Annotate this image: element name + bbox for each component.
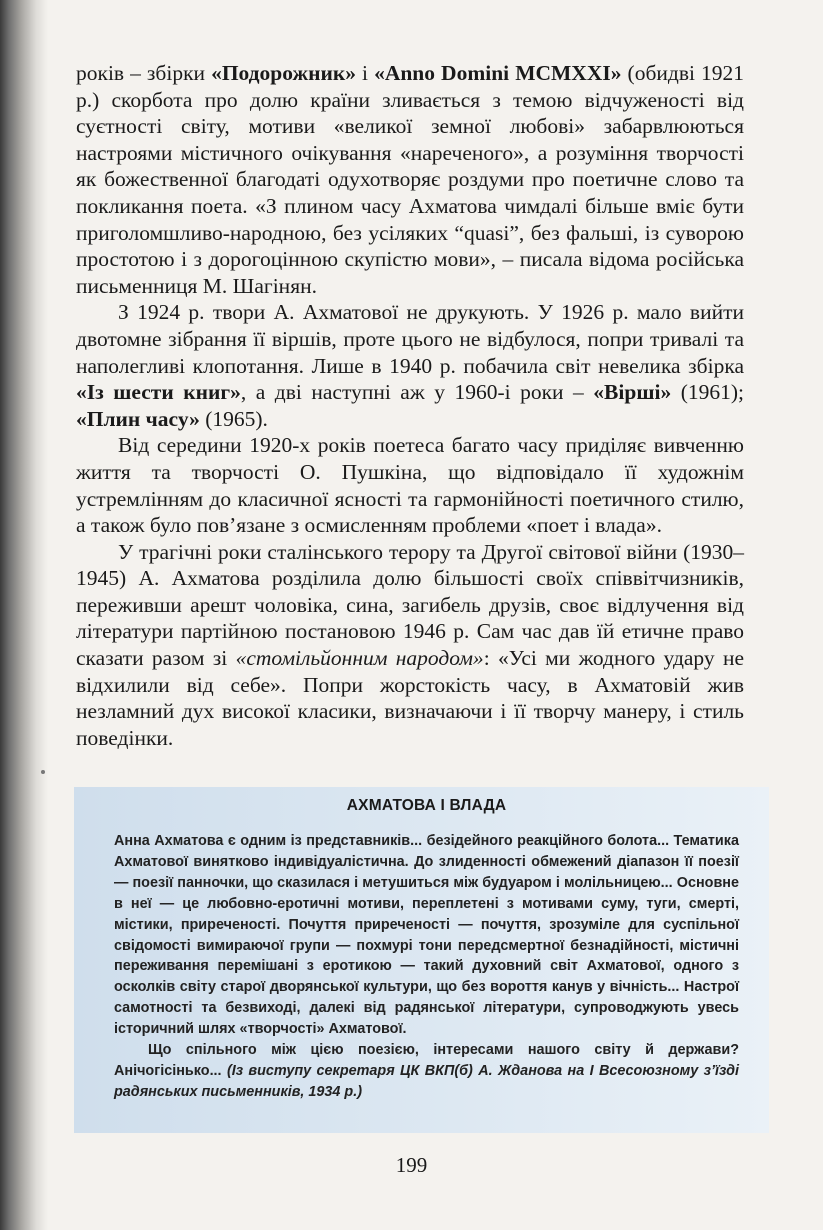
binding-shadow [0, 0, 48, 1230]
collection-title-virshi: «Вірші» [593, 380, 672, 405]
collection-title-anno-domini: «Anno Domini MCMXXI» [374, 61, 622, 85]
sidebar-paragraph-1: Анна Ахматова є одним із представників... безідейного реакційного болота... Тематика Ахматової винятково індивідуалістична. До злиденності обмежений діапазон її поезії — поезії панночки, що сказилася і метушиться між будуаром і молільницею... Основне в неї — це любовно-еротичні мотиви, переплетені з мотивами суму, туги, смерті, містики, приреченості. Почуття приреченості — почуття, зрозуміле для суспільної свідомості вимираючої групи — похмурі тони передсмертної безнадійності, містичні переживання перемішані з еротикою — такий духовний світ Ахматової, одного з осколків світу старої дворянської культури, що без вороття канув у вічність... Настрої самотності та безвиході, далекі від радянської літератури, супроводжують увесь історичний шлях «творчості» Ахматової. [114, 833, 739, 1038]
paragraph-4: У трагічні роки сталінського терору та Другої світової війни (1930–1945) А. Ахматова розділила долю більшості своїх співвітчизників, переживши арешт чоловіка, сина, загибель друзів, своє відлучення від літератури партійною постановою 1946 р. Сам час дав їй етичне право сказати разом зі «стомільйонним народом»: «Усі ми жодного удару не відхилили від себе». Попри жорстокість часу, в Ахматовій жив незламний дух високої класики, визначаючи і її творчу манеру, і стиль поведінки. [76, 539, 744, 750]
sidebar-source: (Із виступу секретаря ЦК ВКП(б) А. Жданова на І Всесоюзному з’їзді радянських письменників, 1934 р.) [114, 1062, 740, 1100]
quote-italic: «стомільйонним народом» [235, 646, 484, 671]
page-number: 199 [395, 1153, 428, 1177]
sidebar-box [74, 787, 769, 1133]
scan-speck [41, 770, 45, 774]
collection-title-plyn-chasu: «Плин часу» [76, 406, 200, 431]
paragraph-2: З 1924 р. твори А. Ахматової не друкують. У 1926 р. мало вийти двотомне зібрання її віршів, проте цього не відбулося, попри тривалі та наполегливі клопотання. Лише в 1940 р. побачила світ невелика збірка «Із шести книг», а дві наступні аж у 1960-і роки – «Вірші» (1961); «Плин часу» (1965). [76, 300, 744, 431]
collection-title-podorozhnyk: «Подорожник» [211, 61, 356, 85]
collection-title-iz-shesty-knyh: «Із шести книг» [76, 380, 241, 405]
paragraph-1: років – збірки «Подорожник» і «Anno Domini MCMXXI» (обидві 1921 р.) скорбота про долю країни зливається з темою відчуженості від суєтності світу, мотиви «великої земної любові» забарвлюються настроями містичного очікування «нареченого», а розуміння творчості як божественної благодаті одухотворяє роздуми про поетичне слово та покликання поета. «З плином часу Ахматова чимдалі більше вміє бути приголомшливо-народною, без усіляких “quasi”, без фальші, із суворою простотою і з дорогоцінною скупістю мови», – писала відома російська письменниця М. Шагінян. [76, 61, 744, 298]
sidebar-paragraph-2: Що спільного між цією поезією, інтересами нашого світу й держави? Анічогісінько... (Із виступу секретаря ЦК ВКП(б) А. Жданова на І Всесоюзному з’їзді радянських письменників, 1934 р.) [114, 1042, 740, 1100]
main-text-column [76, 60, 744, 751]
paragraph-3: Від середини 1920-х років поетеса багато часу приділяє вивченню життя та творчості О. Пушкіна, що відповідало її художнім устремлінням до класичної ясності та гармонійності поетичного стилю, а також було пов’язане з осмисленням проблеми «поет і влада». [76, 433, 744, 538]
sidebar-title: АХМАТОВА І ВЛАДА [346, 797, 507, 814]
